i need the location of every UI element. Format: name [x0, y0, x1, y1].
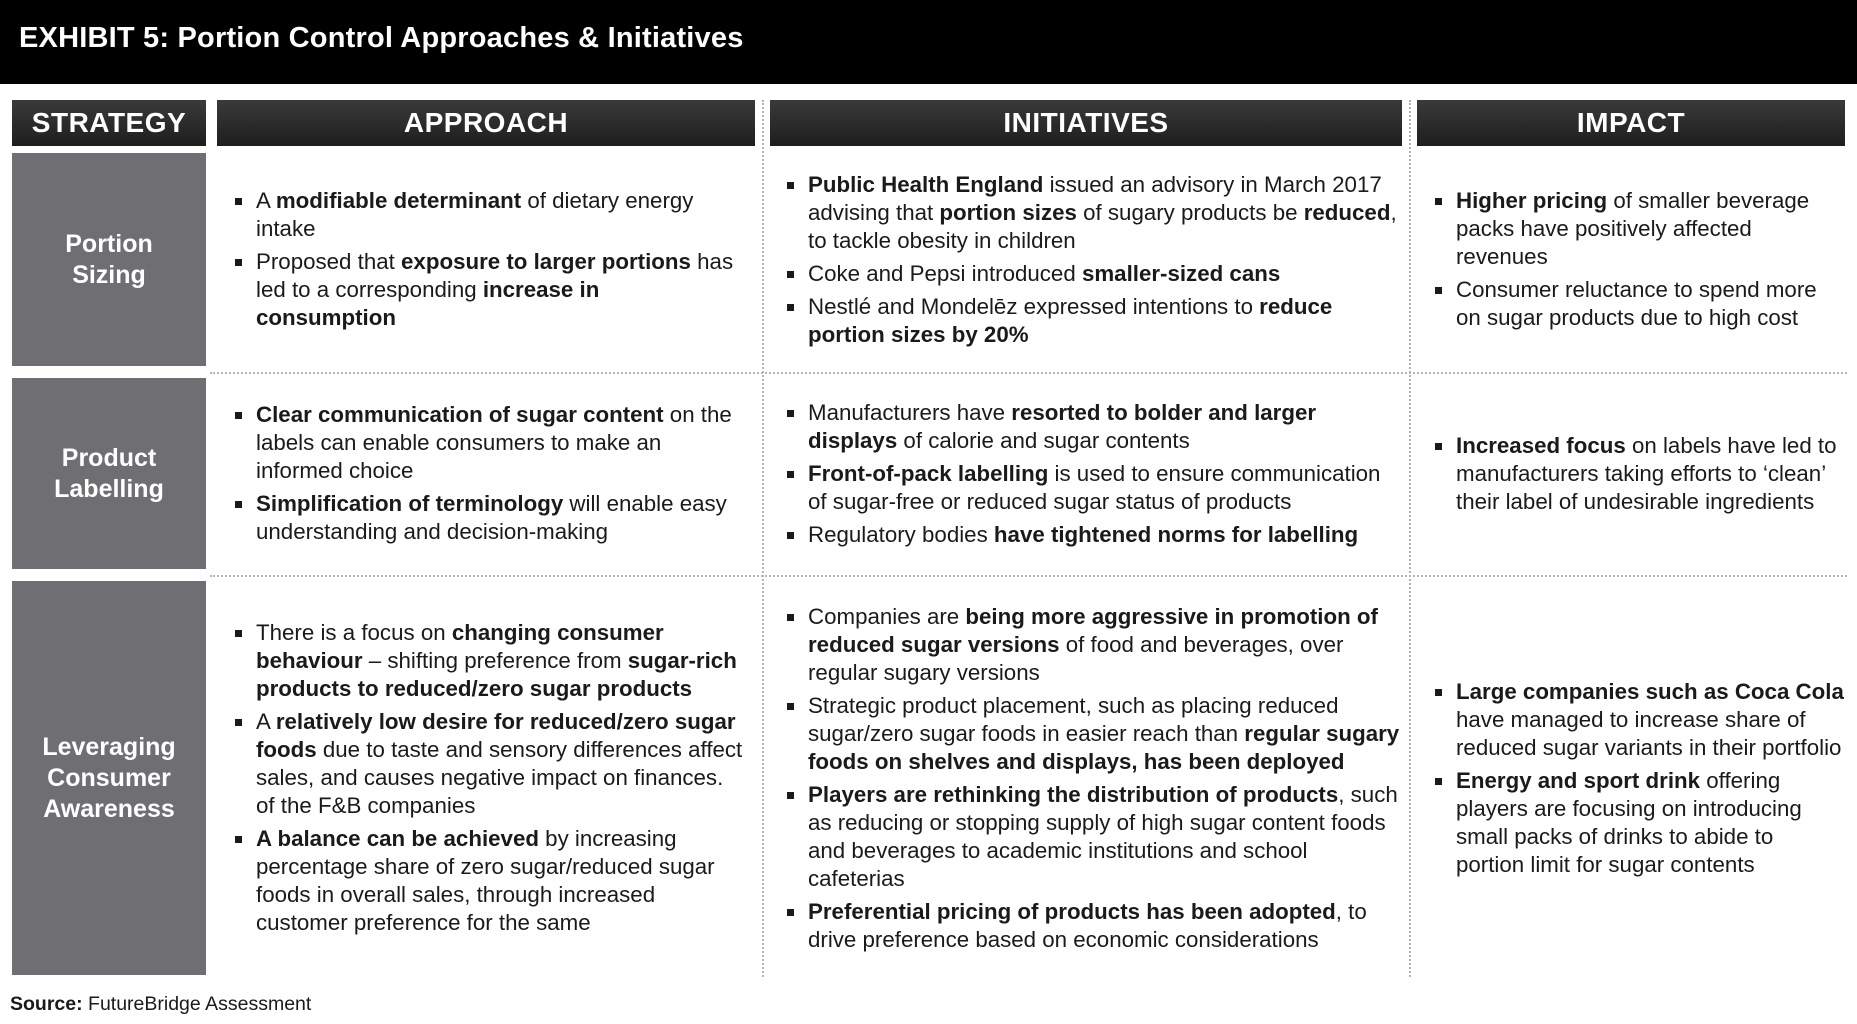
bullet-item — [785, 781, 1405, 893]
bold-text: Public Health England — [808, 171, 1044, 197]
text: of calorie and sugar contents — [897, 427, 1190, 453]
bold-text: sugar-rich products to reduced/zero sugar products — [256, 648, 737, 701]
approach-cell — [233, 153, 743, 366]
header-impact: IMPACT — [1417, 100, 1845, 146]
bold-text: relatively low desire for reduced/zero sugar foods — [256, 709, 736, 762]
bold-text: Players are rethinking the distribution of products — [808, 781, 1339, 807]
text: A — [256, 709, 276, 734]
bullet-list — [1433, 187, 1845, 332]
column-divider — [762, 100, 764, 977]
text: of food and beverages, over regular sugary versions — [808, 631, 1344, 685]
title-bar — [0, 0, 1857, 84]
text: Regulatory bodies — [808, 521, 994, 547]
text: Companies are — [808, 603, 966, 629]
bullet-item — [233, 708, 743, 820]
strategy-line: Awareness — [43, 794, 175, 823]
bullet-list — [233, 619, 743, 937]
bullet-item — [1433, 678, 1845, 762]
strategy-line: Leveraging — [42, 732, 176, 761]
approach-cell — [233, 581, 743, 975]
text: is used to ensure communication of sugar-free or reduced sugar status of products — [808, 460, 1381, 514]
header-initiatives: INITIATIVES — [770, 100, 1402, 146]
text: has led to a corresponding — [256, 249, 734, 302]
bullet-list — [785, 603, 1405, 954]
source-label: Source: — [10, 993, 83, 1015]
bullet-item — [1433, 187, 1845, 271]
initiatives-cell — [785, 153, 1400, 366]
text: of smaller beverage packs have positively affected revenues — [1456, 188, 1810, 269]
bold-text: modifiable determinant — [275, 188, 522, 213]
bold-text: regular sugary foods on shelves and displays, has been deployed — [808, 720, 1400, 774]
bold-text: changing consumer behaviour — [256, 620, 664, 673]
bullet-item — [785, 460, 1400, 516]
bold-text: reduced — [1303, 199, 1391, 225]
text: of sugary products be — [1076, 199, 1304, 225]
impact-cell — [1433, 581, 1845, 975]
text: have managed to increase share of reduced sugar variants in their portfolio — [1456, 706, 1842, 760]
approach-cell — [233, 378, 743, 569]
text: Consumer reluctance to spend more on sugar products due to high cost — [1456, 277, 1817, 330]
text: due to taste and sensory differences affect sales, and causes negative impact on finances. of the F&B companies — [256, 737, 743, 818]
bullet-item — [785, 521, 1400, 549]
bullet-item — [785, 293, 1400, 349]
impact-cell — [1433, 378, 1845, 569]
bold-text: Energy and sport drink — [1456, 767, 1701, 793]
bullet-item — [233, 248, 743, 332]
strategy-line: Product — [61, 443, 157, 472]
text: offering players are focusing on introducing small packs of drinks to abide to portion limit for sugar contents — [1456, 767, 1802, 877]
bullet-item — [233, 187, 743, 243]
text: by increasing percentage share of zero sugar/reduced sugar foods in overall sales, through increased customer preference for the same — [256, 826, 715, 935]
bullet-list — [233, 187, 743, 332]
text: Strategic product placement, such as placing reduced sugar/zero sugar foods in easier reach than — [808, 692, 1339, 746]
bullet-item — [233, 619, 743, 703]
bold-text: portion sizes — [939, 199, 1077, 225]
bullet-item — [785, 692, 1405, 776]
strategy-cell — [12, 153, 206, 366]
text: Proposed that — [256, 249, 402, 274]
text: will enable easy understanding and decision-making — [256, 491, 727, 544]
text: issued an advisory in March 2017 advising that — [808, 171, 1382, 225]
bullet-item — [785, 898, 1405, 954]
initiatives-cell — [785, 378, 1400, 569]
impact-cell — [1433, 153, 1845, 366]
strategy-cell — [12, 378, 206, 569]
text: – shifting preference from — [362, 648, 628, 673]
source-note — [10, 993, 311, 1016]
text: on labels have led to manufacturers taking efforts to ‘clean’ their label of undesirable ingredients — [1456, 432, 1837, 514]
bold-text: Large companies such as Coca Cola — [1456, 678, 1844, 704]
bullet-item — [785, 399, 1400, 455]
strategy-cell — [12, 581, 206, 975]
bold-text: increase in consumption — [256, 277, 600, 330]
bold-text: A balance can be achieved — [256, 826, 539, 851]
source-text: FutureBridge Assessment — [82, 993, 312, 1015]
text: of dietary energy intake — [256, 188, 694, 241]
bold-text: Preferential pricing of products has been adopted — [808, 898, 1336, 924]
header-strategy: STRATEGY — [12, 100, 206, 146]
bold-text: Simplification of terminology — [256, 491, 564, 516]
bullet-item — [233, 825, 743, 937]
bold-text: exposure to larger portions — [401, 249, 691, 274]
bullet-item — [1433, 276, 1845, 332]
bullet-item — [785, 260, 1400, 288]
bullet-list — [233, 401, 743, 546]
bullet-item — [233, 490, 743, 546]
row-divider — [210, 372, 1847, 374]
strategy-line: Consumer — [47, 763, 171, 792]
bold-text: being more aggressive in promotion of reduced sugar versions — [808, 603, 1378, 657]
bullet-list — [1433, 432, 1845, 516]
bullet-item — [785, 603, 1405, 687]
text: , to drive preference based on economic considerations — [808, 898, 1367, 952]
bold-text: have tightened norms for labelling — [993, 521, 1359, 547]
text: There is a focus on — [256, 620, 452, 645]
strategy-line: Labelling — [54, 474, 164, 503]
bullet-list — [785, 399, 1400, 549]
bold-text: reduce portion sizes by 20% — [808, 293, 1333, 347]
text: Nestlé and Mondelēz expressed intentions to — [808, 293, 1260, 319]
text: , to tackle obesity in children — [808, 199, 1397, 253]
bullet-list — [1433, 678, 1845, 879]
bullet-item — [1433, 767, 1845, 879]
bullet-item — [785, 171, 1400, 255]
bold-text: Increased focus — [1456, 432, 1626, 458]
bold-text: resorted to bolder and larger displays — [808, 399, 1317, 453]
text: A — [256, 188, 276, 213]
bullet-item — [233, 401, 743, 485]
bullet-item — [1433, 432, 1845, 516]
strategy-line: Sizing — [72, 260, 146, 289]
bold-text: Higher pricing — [1456, 188, 1608, 213]
bullet-list — [785, 171, 1400, 349]
initiatives-cell — [785, 581, 1405, 975]
row-divider — [210, 575, 1847, 577]
text: , such as reducing or stopping supply of high sugar content foods and beverages to academic institutions and school cafeterias — [808, 781, 1398, 891]
bold-text: Clear communication of sugar content — [256, 402, 664, 427]
header-approach: APPROACH — [217, 100, 755, 146]
column-divider — [1409, 100, 1411, 977]
text: on the labels can enable consumers to make an informed choice — [256, 402, 732, 483]
bold-text: smaller-sized cans — [1081, 260, 1281, 286]
text: Coke and Pepsi introduced — [808, 260, 1082, 286]
text: Manufacturers have — [808, 399, 1012, 425]
bold-text: Front-of-pack labelling — [808, 460, 1049, 486]
page-title: EXHIBIT 5: Portion Control Approaches & Initiatives — [19, 22, 744, 54]
strategy-line: Portion — [65, 229, 153, 258]
